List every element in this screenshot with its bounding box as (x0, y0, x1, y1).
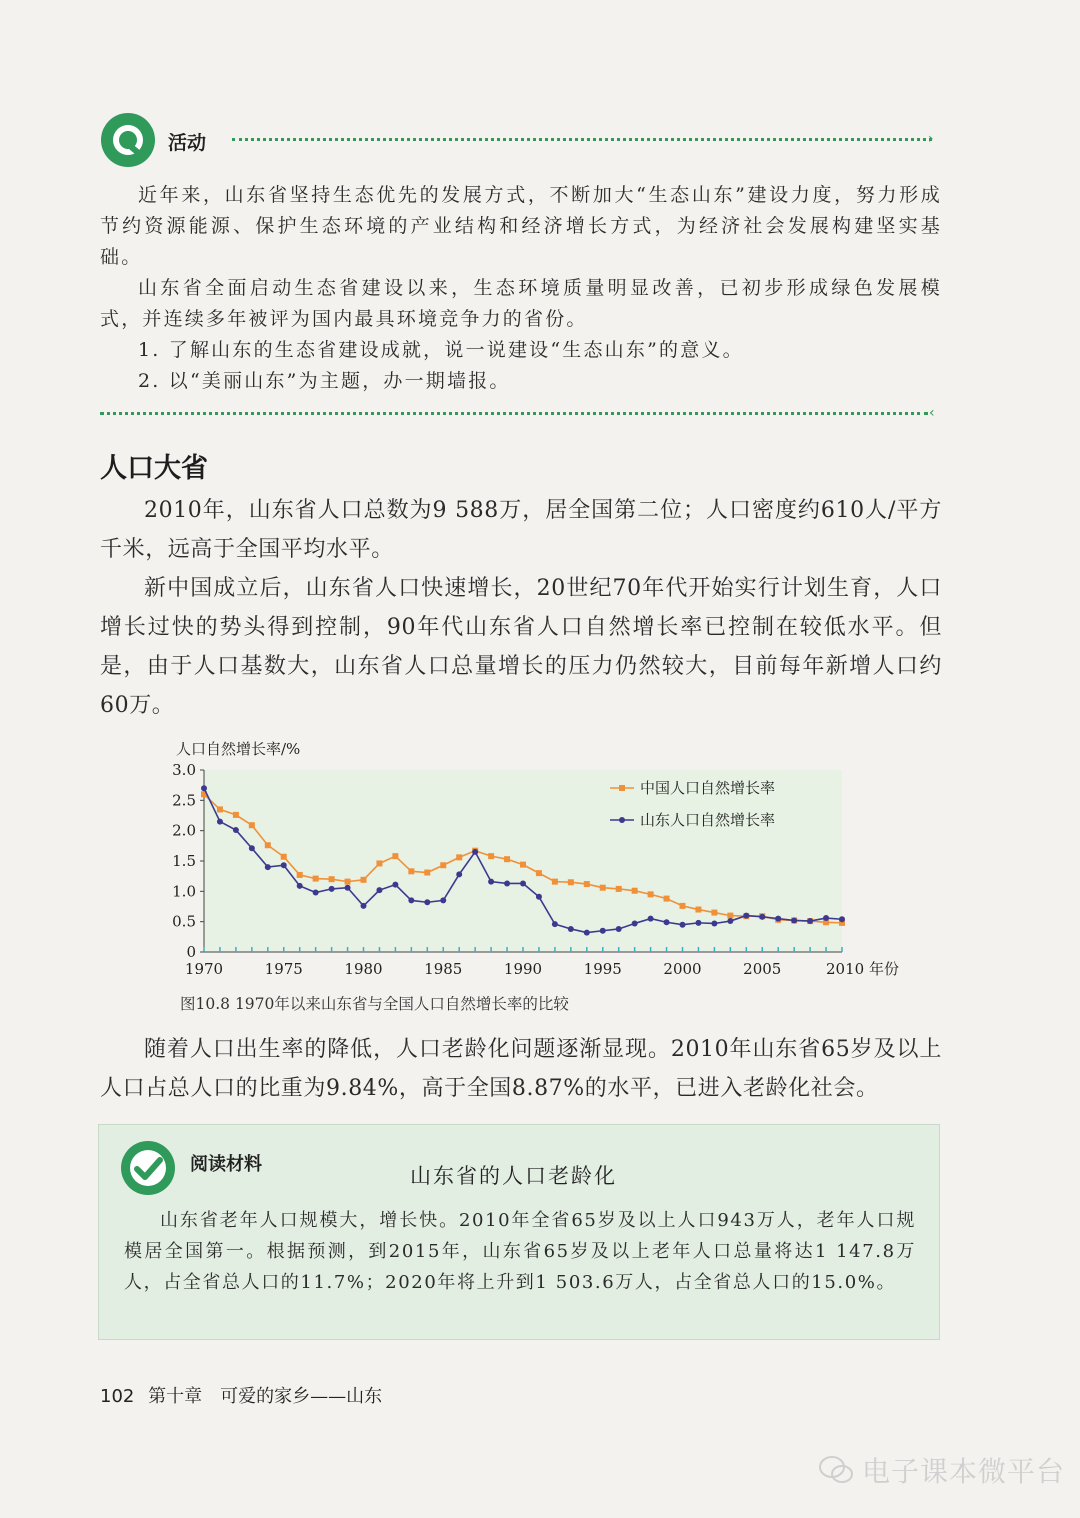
data-point (648, 916, 654, 922)
data-point (552, 879, 558, 885)
data-point (823, 915, 829, 921)
data-point (424, 899, 430, 905)
data-point (313, 876, 319, 882)
data-point (520, 880, 526, 886)
data-point (249, 845, 255, 851)
y-tick-label: 0 (186, 943, 196, 961)
arrow-right-icon: › (928, 131, 934, 147)
y-axis-label: 人口自然增长率/% (176, 740, 301, 758)
data-point (217, 819, 223, 825)
y-tick-label: 3.0 (172, 761, 196, 779)
data-point (281, 862, 287, 868)
data-point (839, 916, 845, 922)
x-tick-label: 1975 (264, 960, 303, 978)
chapter-title: 第十章 可爱的家乡——山东 (148, 1386, 383, 1407)
activity-content (100, 180, 942, 397)
data-point (695, 920, 701, 926)
data-point (345, 879, 351, 885)
data-point (600, 928, 606, 934)
data-point (440, 897, 446, 903)
figure-caption: 图10.8 1970年以来山东省与全国人口自然增长率的比较 (180, 995, 569, 1013)
data-point (680, 903, 686, 909)
data-point (376, 887, 382, 893)
y-tick-label: 2.5 (172, 791, 196, 810)
reading-icon (120, 1140, 176, 1196)
page-number: 102 (100, 1386, 135, 1407)
data-point (361, 903, 367, 909)
data-point (329, 876, 335, 882)
data-point (376, 860, 382, 866)
data-point (217, 806, 223, 812)
data-point (775, 916, 781, 922)
watermark-text: 电子课本微平台 (862, 1455, 1066, 1488)
data-point (759, 914, 765, 920)
data-point (743, 913, 749, 919)
data-point (568, 879, 574, 885)
activity-divider-top (232, 138, 932, 141)
legend-label: 中国人口自然增长率 (640, 779, 776, 797)
reading-title: 山东省的人口老龄化 (410, 1164, 617, 1188)
x-tick-label: 2005 (743, 960, 782, 978)
data-point (568, 926, 574, 932)
data-point (711, 920, 717, 926)
y-tick-label: 1.0 (172, 882, 196, 901)
body-paragraph: 2010年，山东省人口总数为9 588万，居全国第二位；人口密度约610人/平方千米，远高于全国平均水平。 (100, 498, 942, 562)
activity-divider-bottom (100, 412, 928, 415)
activity-item: 2. 以“美丽山东”为主题，办一期墙报。 (138, 370, 511, 392)
data-point (584, 881, 590, 887)
data-point (313, 890, 319, 896)
x-tick-label: 2000 (663, 960, 702, 978)
page-footer (100, 1382, 382, 1408)
body-paragraph: 随着人口出生率的降低，人口老龄化问题逐渐显现。2010年山东省65岁及以上人口占总人口的比重为9.84%，高于全国8.87%的水平，已进入老龄化社会。 (100, 1037, 942, 1101)
data-point (233, 812, 239, 818)
x-tick-label: 1995 (583, 960, 622, 978)
data-point (520, 862, 526, 868)
data-point (504, 856, 510, 862)
data-point (616, 926, 622, 932)
data-point (265, 864, 271, 870)
data-point (664, 896, 670, 902)
data-point (536, 870, 542, 876)
data-point (600, 885, 606, 891)
body-paragraph: 新中国成立后，山东省人口快速增长，20世纪70年代开始实行计划生育，人口增长过快的势头得到控制，90年代山东省人口自然增长率已控制在较低水平。但是，由于人口基数大，山东省人口总量增长的压力仍然较大，目前每年新增人口约60万。 (100, 576, 942, 718)
section-title: 人口大省 (100, 453, 208, 484)
data-point (488, 879, 494, 885)
data-point (249, 822, 255, 828)
data-point (456, 854, 462, 860)
activity-item: 1. 了解山东的生态省建设成就，说一说建设“生态山东”的意义。 (138, 339, 744, 361)
data-point (807, 918, 813, 924)
data-point (281, 854, 287, 860)
section-body-after-chart (100, 1030, 942, 1108)
x-tick-label: 1990 (503, 960, 543, 978)
section-body (100, 491, 942, 725)
legend-marker (619, 785, 625, 791)
watermark (818, 1450, 1065, 1490)
data-point (345, 885, 351, 891)
data-point (408, 868, 414, 874)
data-point (695, 907, 701, 913)
data-point (456, 871, 462, 877)
arrow-left-icon: ‹ (929, 405, 935, 421)
data-point (297, 883, 303, 889)
y-tick-label: 1.5 (172, 852, 196, 870)
data-point (408, 897, 414, 903)
data-point (664, 919, 670, 925)
data-point (297, 872, 303, 878)
y-tick-label: 2.0 (172, 821, 196, 840)
data-point (472, 849, 478, 855)
data-point (632, 888, 638, 894)
y-tick-label: 0.5 (172, 912, 196, 931)
data-point (727, 918, 733, 924)
data-point (392, 853, 398, 859)
data-point (711, 910, 717, 916)
activity-icon (100, 112, 156, 168)
data-point (265, 842, 271, 848)
x-tick-label: 1980 (344, 960, 383, 978)
data-point (616, 886, 622, 892)
activity-title: 活动 (168, 132, 207, 154)
data-point (201, 785, 207, 791)
data-point (584, 930, 590, 936)
data-point (440, 862, 446, 868)
x-tick-label: 1985 (424, 960, 463, 978)
wechat-icon (818, 1454, 854, 1486)
legend-marker (619, 817, 625, 823)
reading-paragraph: 山东省老年人口规模大，增长快。2010年全省65岁及以上人口943万人，老年人口规模居全国第一。根据预测，到2015年，山东省65岁及以上老年人口总量将达1 147.8万人，占全省总人口的11.7%；2020年将上升到1 503.6万人，占全省总人口的15.0%。 (124, 1210, 916, 1293)
data-point (233, 827, 239, 833)
legend-label: 山东人口自然增长率 (640, 811, 776, 829)
data-point (329, 886, 335, 892)
activity-paragraph: 山东省全面启动生态省建设以来，生态环境质量明显改善，已初步形成绿色发展模式，并连续多年被评为国内最具环境竞争力的省份。 (100, 277, 942, 330)
data-point (361, 877, 367, 883)
reading-label: 阅读材料 (190, 1154, 262, 1175)
data-point (488, 853, 494, 859)
plot-area (204, 770, 842, 952)
x-tick-label: 2010 年份 (826, 960, 899, 978)
data-point (680, 922, 686, 928)
data-point (424, 870, 430, 876)
reading-body (124, 1205, 916, 1298)
data-point (791, 917, 797, 923)
data-point (632, 920, 638, 926)
data-point (392, 882, 398, 888)
population-growth-chart (160, 732, 900, 1022)
x-tick-label: 1970 (184, 960, 224, 978)
data-point (504, 880, 510, 886)
data-point (648, 891, 654, 897)
data-point (552, 921, 558, 927)
data-point (536, 894, 542, 900)
data-point (727, 913, 733, 919)
activity-paragraph: 近年来，山东省坚持生态优先的发展方式，不断加大“生态山东”建设力度，努力形成节约资源能源、保护生态环境的产业结构和经济增长方式，为经济社会发展构建坚实基础。 (100, 184, 942, 268)
